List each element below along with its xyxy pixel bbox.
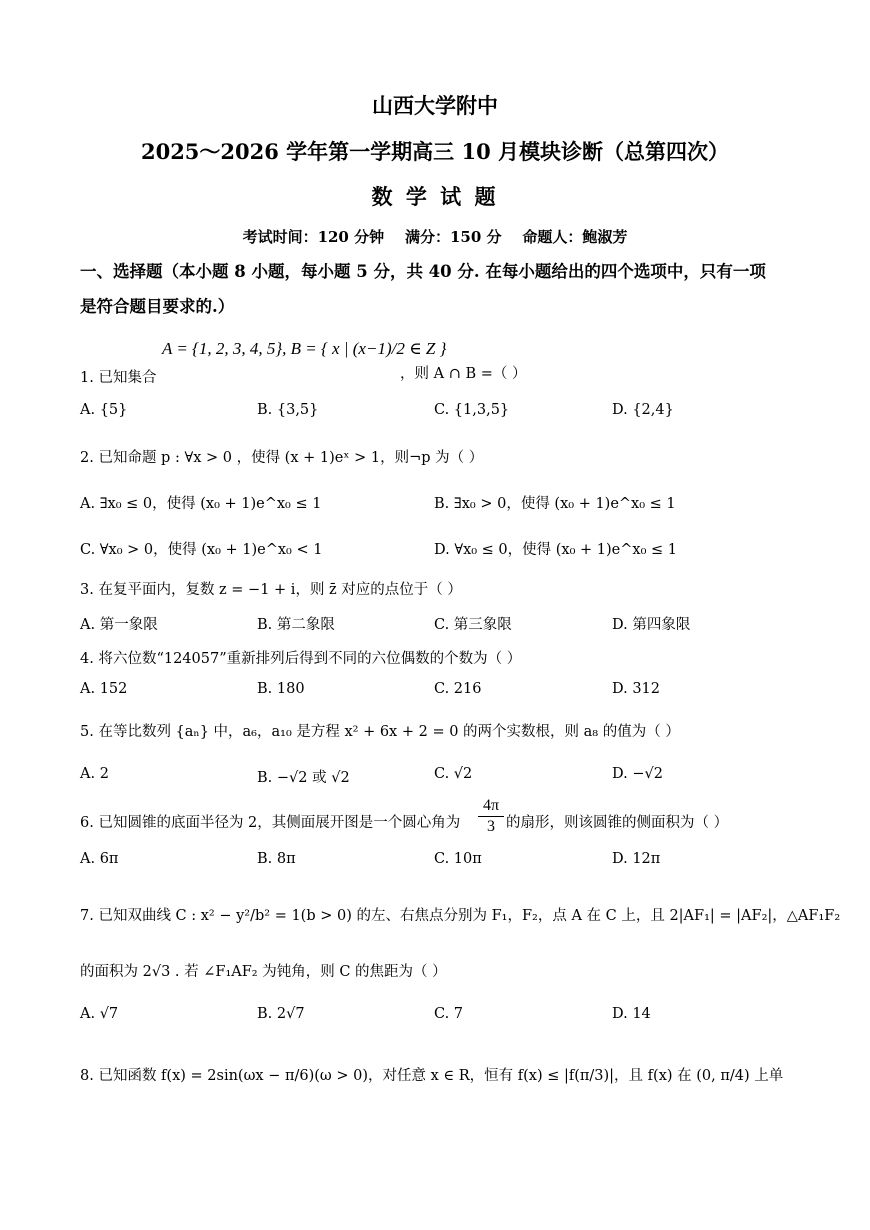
q8-stem: 8. 已知函数 f(x) = 2sin(ωx − π/6)(ω > 0)，对任意 x ∈ R，恒有 f(x) ≤ |f(π/3)|，且 f(x) 在 (0, π/4) 上单 [80,1068,784,1084]
q6-option-d: D. 12π [612,851,661,867]
q3-option-d: D. 第四象限 [612,617,691,633]
q2-stem: 2. 已知命题 p : ∀x > 0 ，使得 (x + 1)eˣ > 1，则¬p 为（ ） [80,450,484,466]
q3-option-b: B. 第二象限 [257,617,335,633]
q2-option-d: D. ∀x₀ ≤ 0，使得 (x₀ + 1)e^x₀ ≤ 1 [434,542,677,558]
q7-option-d: D. 14 [612,1006,651,1022]
q5-option-b: B. −√2 或 √2 [257,770,350,786]
q2-option-a: A. ∃x₀ ≤ 0，使得 (x₀ + 1)e^x₀ ≤ 1 [80,496,322,512]
q1-option-c: C. {1,3,5} [434,402,510,418]
q6-option-b: B. 8π [257,851,296,867]
q4-option-c: C. 216 [434,681,482,697]
q7-stem-line2: 的面积为 2√3 . 若 ∠F₁AF₂ 为钝角，则 C 的焦距为（ ） [80,964,447,980]
q6-stem-prefix: 6. 已知圆锥的底面半径为 2，其侧面展开图是一个圆心角为 [80,815,461,831]
section-heading-line2: 是符合题目要求的.） [80,297,235,316]
q1-stem-suffix: ，则 A ∩ B =（ ） [400,366,527,382]
q7-option-b: B. 2√7 [257,1006,305,1022]
q1-stem-prefix: 1. 已知集合 [80,370,157,386]
exam-info: 考试时间：120 分钟 满分：150 分 命题人：鲍淑芳 [242,228,628,246]
q1-set-formula: A = {1, 2, 3, 4, 5}, B = { x | (x−1)/2 ∈ Z } [162,339,447,358]
q7-option-a: A. √7 [80,1006,119,1022]
q6-fraction-denominator: 3 [487,818,495,835]
q1-option-a: A. {5} [80,402,128,418]
q2-option-c: C. ∀x₀ > 0，使得 (x₀ + 1)e^x₀ < 1 [80,542,323,558]
q4-option-a: A. 152 [80,681,128,697]
q1-option-d: D. {2,4} [612,402,674,418]
q5-option-c: C. √2 [434,766,473,782]
q3-option-a: A. 第一象限 [80,617,158,633]
q2-option-b: B. ∃x₀ > 0，使得 (x₀ + 1)e^x₀ ≤ 1 [434,496,676,512]
q1-option-b: B. {3,5} [257,402,319,418]
q4-option-d: D. 312 [612,681,661,697]
subject-title: 数 学 试 题 [371,184,499,209]
q6-stem-suffix: 的扇形，则该圆锥的侧面积为（ ） [506,815,729,831]
q6-option-a: A. 6π [80,851,119,867]
q6-fraction-numerator: 4π [478,796,504,817]
q6-angle-fraction [478,796,504,837]
q5-option-d: D. −√2 [612,766,663,782]
q4-option-b: B. 180 [257,681,305,697]
q3-option-c: C. 第三象限 [434,617,512,633]
school-name: 山西大学附中 [372,93,498,118]
q5-option-a: A. 2 [80,766,109,782]
section-heading-line1: 一、选择题（本小题 8 小题，每小题 5 分，共 40 分. 在每小题给出的四个选项中，只有一项 [80,262,766,281]
q4-stem: 4. 将六位数“124057”重新排列后得到不同的六位偶数的个数为（ ） [80,651,522,667]
q5-stem: 5. 在等比数列 {aₙ} 中，a₆，a₁₀ 是方程 x² + 6x + 2 = 0 的两个实数根，则 a₈ 的值为（ ） [80,724,680,740]
q7-stem-line1: 7. 已知双曲线 C : x² − y²/b² = 1(b > 0) 的左、右焦点分别为 F₁，F₂，点 A 在 C 上，且 2|AF₁| = |AF₂|，△AF₁F₂ [80,908,841,924]
q6-option-c: C. 10π [434,851,482,867]
q7-option-c: C. 7 [434,1006,464,1022]
q3-stem: 3. 在复平面内，复数 z = −1 + i，则 z̄ 对应的点位于（ ） [80,582,462,598]
exam-title: 2025～2026 学年第一学期高三 10 月模块诊断（总第四次） [140,139,730,164]
